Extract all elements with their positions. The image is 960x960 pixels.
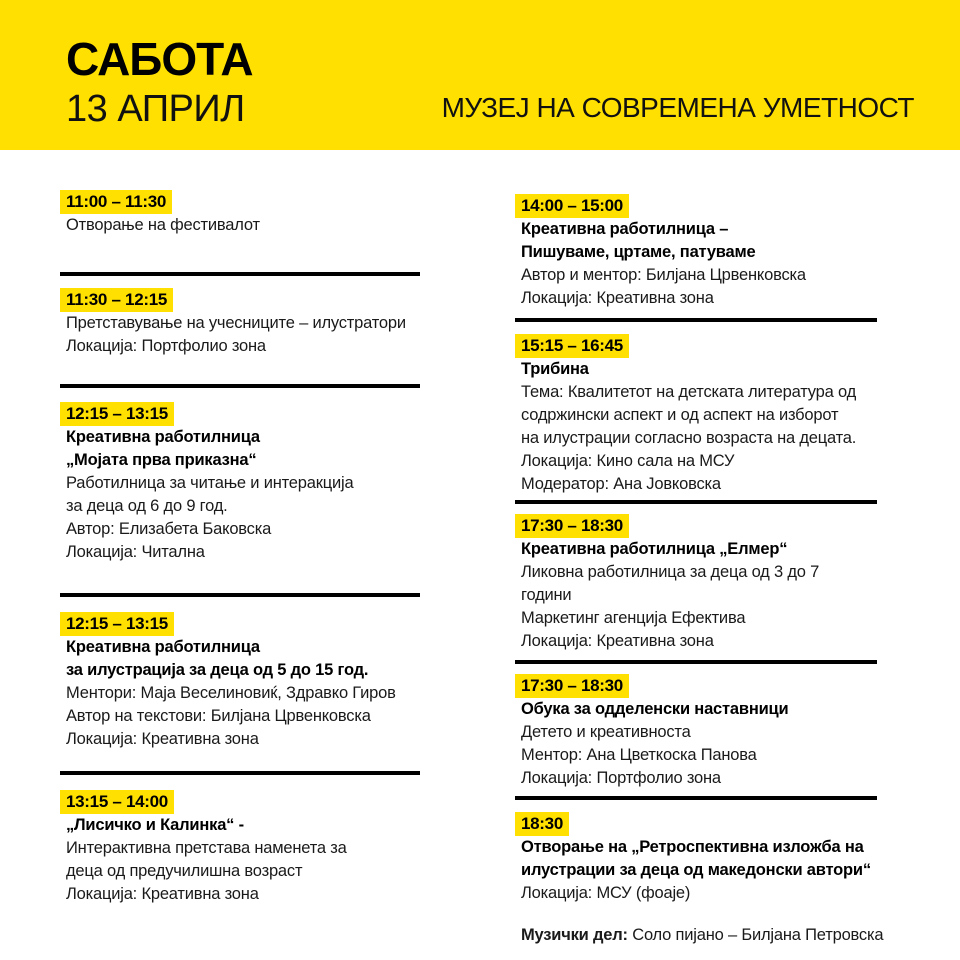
event-title-line: за илустрација за деца од 5 до 15 год. [66,661,369,679]
event-detail-line: Отворање на фестивалот [66,216,260,234]
event-time-badge: 17:30 – 18:30 [515,674,629,698]
event-block [60,612,420,775]
event-time-badge: 17:30 – 18:30 [515,514,629,538]
event-detail-line: на илустрации согласно возраста на децата. [521,429,857,447]
event-time-badge: 15:15 – 16:45 [515,334,629,358]
event-title-line: Креативна работилница „Елмер“ [521,540,788,558]
event-time-badge: 18:30 [515,812,569,836]
event-title-line: Креативна работилница [66,638,260,656]
event-time-badge: 11:30 – 12:15 [60,288,173,312]
event-time-badge: 12:15 – 13:15 [60,612,174,636]
event-detail-line: Автор и ментор: Билјана Црвенковска [521,266,806,284]
event-detail-line: Локација: Портфолио зона [66,337,266,355]
day-title: САБОТА [66,33,253,85]
event-detail-line: Детето и креативноста [521,723,691,741]
event-block [60,190,420,276]
event-detail-line: Ментор: Ана Цветкоска Панова [521,746,757,764]
event-detail-line: Локација: Читална [66,543,205,561]
event-title-line: Отворање на „Ретроспективна изложба на [521,838,864,856]
event-time-badge: 13:15 – 14:00 [60,790,174,814]
event-title-line: Креативна работилница [66,428,260,446]
event-detail-line: Автор: Елизабета Баковска [66,520,272,538]
event-detail-line: години [521,586,572,604]
event-detail-line: Локација: Кино сала на МСУ [521,452,735,470]
event-block [60,402,420,597]
event-block [515,194,877,322]
header-banner [0,0,960,150]
event-detail-line: Маркетинг агенција Ефектива [521,609,746,627]
music-note [515,924,884,947]
event-block [60,790,420,910]
event-block [515,334,877,504]
event-block [515,812,877,912]
event-title-line: „Мојата прва приказна“ [66,451,257,469]
event-detail-line: Ментори: Маја Веселиновиќ, Здравко Гиров [66,684,396,702]
event-time-badge: 14:00 – 15:00 [515,194,629,218]
event-detail-line: Работилница за читање и интеракција [66,474,354,492]
event-detail-line: Локација: Креативна зона [66,730,259,748]
event-title-line: „Лисичко и Калинка“ - [66,816,244,834]
event-detail-line: за деца од 6 до 9 год. [66,497,228,515]
event-time-badge: 12:15 – 13:15 [60,402,174,426]
event-title-line: Пишуваме, цртаме, патуваме [521,243,756,261]
event-time-badge: 11:00 – 11:30 [60,190,172,214]
event-detail-line: Локација: Креативна зона [521,289,714,307]
venue-title: МУЗЕЈ НА СОВРЕМЕНА УМЕТНОСТ [441,92,914,123]
event-title-line: Креативна работилница – [521,220,729,238]
event-detail-line: Тема: Квалитетот на детската литература од [521,383,857,401]
event-detail-line: Локација: Креативна зона [66,885,259,903]
event-detail-line: Интерактивна претстава наменета за [66,839,347,857]
event-detail-line: содржински аспект и од аспект на изборот [521,406,839,424]
event-detail-line: Ликовна работилница за деца од 3 до 7 [521,563,820,581]
event-detail-line: Автор на текстови: Билјана Црвенковска [66,707,371,725]
date-subtitle: 13 АПРИЛ [66,88,245,130]
event-detail-line: Локација: Креативна зона [521,632,714,650]
event-title-line: Обука за одделенски наставници [521,700,789,718]
event-detail-line: Локација: МСУ (фоаје) [521,884,691,902]
event-title-line: Трибина [521,360,589,378]
event-detail-line: Претставување на учесниците – илустратори [66,314,406,332]
music-label: Музички дел: [521,926,628,944]
event-block [60,288,420,388]
event-detail-line: деца од предучилишна возраст [66,862,303,880]
event-detail-line: Локација: Портфолио зона [521,769,721,787]
event-block [515,674,877,800]
event-title-line: илустрации за деца од македонски автори“ [521,861,871,879]
music-text: Соло пијано – Билјана Петровска [627,926,884,944]
event-detail-line: Модератор: Ана Јовковска [521,475,721,493]
event-block [515,514,877,664]
